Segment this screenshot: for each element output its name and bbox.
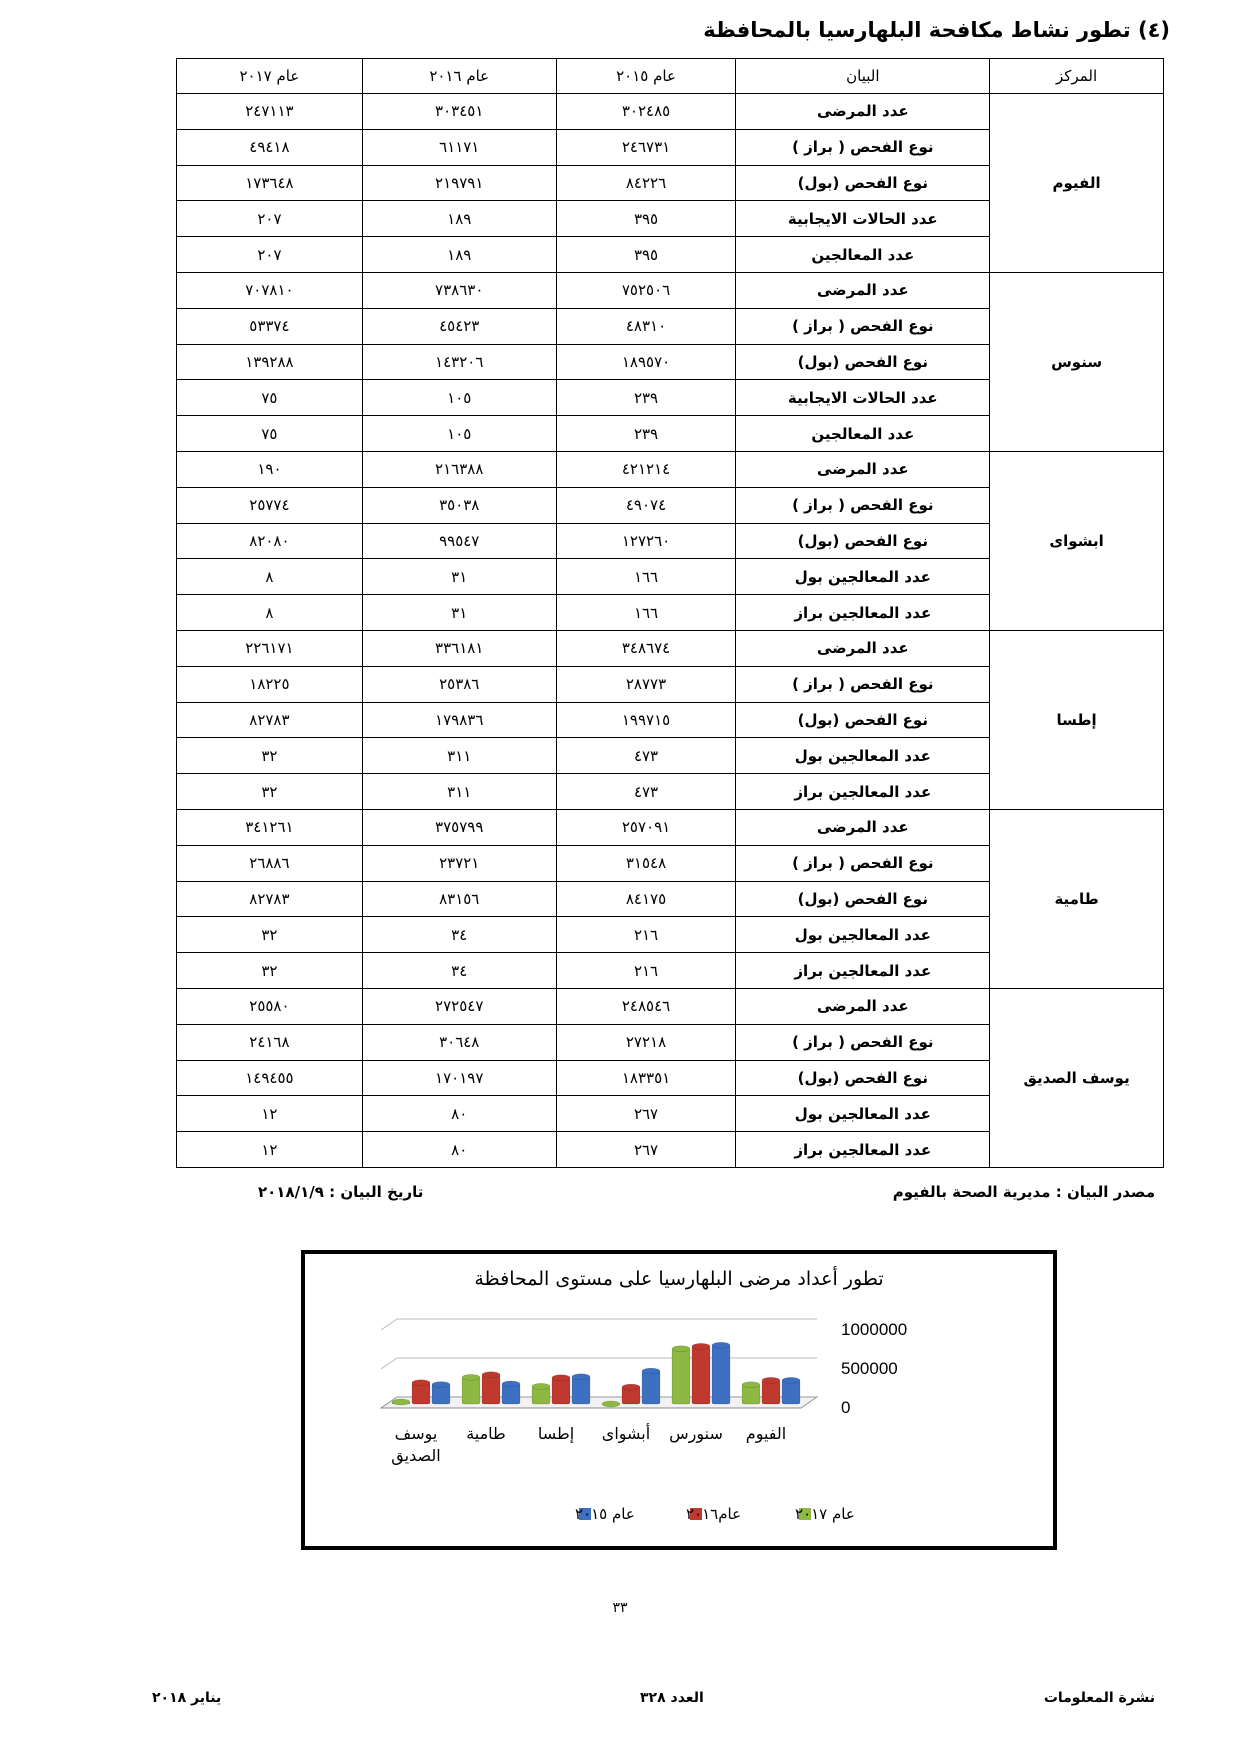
value-cell: ٣٤١٢٦١: [177, 809, 363, 845]
center-name-cell: يوسف الصديق: [990, 988, 1164, 1167]
row-label-cell: نوع الفحص ( براز ): [736, 129, 990, 165]
bar-top: [552, 1375, 570, 1381]
x-tick-label: سنورس: [669, 1424, 723, 1443]
value-cell: ٨٢٧٨٣: [177, 881, 363, 917]
footer-publication: نشرة المعلومات: [1043, 1690, 1155, 1706]
value-cell: ٣١: [362, 595, 556, 631]
bar: [672, 1349, 690, 1404]
legend-label: عام ٢٠١٧: [795, 1505, 855, 1523]
value-cell: ٧٣٨٦٣٠: [362, 272, 556, 308]
bar: [642, 1371, 660, 1404]
bar: [762, 1380, 780, 1404]
value-cell: ١٢٧٢٦٠: [556, 523, 736, 559]
data-source: مصدر البيان : مديرية الصحة بالفيوم: [892, 1183, 1155, 1201]
value-cell: ٢٤٨٥٤٦: [556, 988, 736, 1024]
value-cell: ٣٢: [177, 738, 363, 774]
legend-label: عام٢٠١٦: [686, 1505, 742, 1523]
bar: [782, 1380, 800, 1404]
row-label-cell: عدد المعالجين بول: [736, 1096, 990, 1132]
value-cell: ٢٤٦٧٣١: [556, 129, 736, 165]
value-cell: ٣٤٨٦٧٤: [556, 630, 736, 666]
bar-top: [392, 1399, 410, 1405]
bar-top: [782, 1377, 800, 1383]
header-2015: عام ٢٠١٥: [556, 59, 736, 94]
value-cell: ٢٨٧٧٣: [556, 666, 736, 702]
center-name-cell: إطسا: [990, 630, 1164, 809]
value-cell: ١٨٣٣٥١: [556, 1060, 736, 1096]
bar: [552, 1378, 570, 1404]
value-cell: ١٤٩٤٥٥: [177, 1060, 363, 1096]
footer-date: يناير ٢٠١٨: [152, 1690, 222, 1706]
value-cell: ١٦٦: [556, 559, 736, 595]
y-tick-label: 1000000: [841, 1320, 908, 1339]
bar: [692, 1346, 710, 1404]
value-cell: ٣١١: [362, 738, 556, 774]
value-cell: ٨٢٧٨٣: [177, 702, 363, 738]
center-name-cell: طامية: [990, 809, 1164, 988]
value-cell: ٢٤٧١١٣: [177, 94, 363, 130]
table-row: [177, 809, 1164, 845]
row-label-cell: عدد المعالجين براز: [736, 1132, 990, 1168]
value-cell: ٨٠: [362, 1096, 556, 1132]
x-tick-label: [391, 1424, 440, 1466]
y-tick-label: 500000: [841, 1359, 898, 1378]
value-cell: ٢٣٩: [556, 416, 736, 452]
value-cell: ١٠٥: [362, 416, 556, 452]
row-label-cell: عدد المعالجين براز: [736, 774, 990, 810]
bar: [712, 1345, 730, 1404]
bar-top: [572, 1374, 590, 1380]
bar-top: [532, 1383, 550, 1389]
bar-top: [692, 1343, 710, 1349]
chart-title: تطور أعداد مرضى البلهارسيا على مستوى المحافظة: [474, 1268, 884, 1290]
value-cell: ٧٥: [177, 380, 363, 416]
table-header-row: [177, 59, 1164, 94]
value-cell: ٣٤: [362, 917, 556, 953]
bar: [572, 1377, 590, 1404]
value-cell: ٤٩٤١٨: [177, 129, 363, 165]
x-tick-label: أبشواى: [601, 1424, 651, 1443]
row-label-cell: نوع الفحص (بول): [736, 344, 990, 380]
value-cell: ٣٣٦١٨١: [362, 630, 556, 666]
bar-top: [432, 1382, 450, 1388]
value-cell: ١٢: [177, 1096, 363, 1132]
row-label-cell: نوع الفحص (بول): [736, 165, 990, 201]
table-row: [177, 272, 1164, 308]
value-cell: ١٨٩٥٧٠: [556, 344, 736, 380]
row-label-cell: نوع الفحص ( براز ): [736, 308, 990, 344]
x-tick-label-line: الصديق: [391, 1446, 441, 1465]
row-label-cell: نوع الفحص ( براز ): [736, 1024, 990, 1060]
row-label-cell: عدد المعالجين براز: [736, 953, 990, 989]
bar-top: [482, 1372, 500, 1378]
value-cell: ٢٢٦١٧١: [177, 630, 363, 666]
value-cell: ٧٥٢٥٠٦: [556, 272, 736, 308]
row-label-cell: نوع الفحص ( براز ): [736, 487, 990, 523]
value-cell: ٣٠٦٤٨: [362, 1024, 556, 1060]
row-label-cell: عدد المعالجين بول: [736, 559, 990, 595]
row-label-cell: عدد المرضى: [736, 272, 990, 308]
row-label-cell: عدد المعالجين براز: [736, 595, 990, 631]
bar: [482, 1375, 500, 1404]
value-cell: ٢١٦: [556, 917, 736, 953]
value-cell: ٣٠٣٤٥١: [362, 94, 556, 130]
bar-top: [502, 1381, 520, 1387]
value-cell: ٢٧٢١٨: [556, 1024, 736, 1060]
bar-top: [412, 1380, 430, 1386]
bar-top: [462, 1374, 480, 1380]
value-cell: ٢٠٧: [177, 237, 363, 273]
y-tick-label: 0: [841, 1398, 851, 1417]
legend-label: عام ٢٠١٥: [575, 1505, 635, 1523]
row-label-cell: عدد المرضى: [736, 451, 990, 487]
table-row: [177, 94, 1164, 130]
value-cell: ٣٧٥٧٩٩: [362, 809, 556, 845]
row-label-cell: عدد الحالات الايجابية: [736, 380, 990, 416]
value-cell: ٢٥٣٨٦: [362, 666, 556, 702]
value-cell: ٩٩٥٤٧: [362, 523, 556, 559]
value-cell: ٢٥٧٠٩١: [556, 809, 736, 845]
page-title: (٤) تطور نشاط مكافحة البلهارسيا بالمحافظة: [703, 18, 1170, 42]
row-label-cell: عدد الحالات الايجابية: [736, 201, 990, 237]
row-label-cell: عدد المعالجين: [736, 416, 990, 452]
bar-top: [622, 1384, 640, 1390]
row-label-cell: عدد المرضى: [736, 988, 990, 1024]
header-item: البيان: [736, 59, 990, 94]
row-label-cell: نوع الفحص (بول): [736, 523, 990, 559]
chart-container: [301, 1250, 1057, 1550]
center-name-cell: سنوس: [990, 272, 1164, 451]
table-body: [177, 94, 1164, 1168]
value-cell: ٢١٦: [556, 953, 736, 989]
bar: [462, 1377, 480, 1404]
value-cell: ١٧٩٨٣٦: [362, 702, 556, 738]
data-table: [176, 58, 1164, 1168]
bar-top: [642, 1368, 660, 1374]
page-number: ٣٣: [612, 1600, 628, 1616]
center-name-cell: الفيوم: [990, 94, 1164, 273]
row-label-cell: نوع الفحص (بول): [736, 881, 990, 917]
value-cell: ١٨٩: [362, 201, 556, 237]
value-cell: ٢٣٧٢١: [362, 845, 556, 881]
bar-top: [742, 1382, 760, 1388]
value-cell: ٤٧٣: [556, 774, 736, 810]
value-cell: ٨٢٠٨٠: [177, 523, 363, 559]
bar-top: [672, 1346, 690, 1352]
value-cell: ٣٢: [177, 953, 363, 989]
table-row: [177, 988, 1164, 1024]
value-cell: ٢٦٧: [556, 1132, 736, 1168]
row-label-cell: نوع الفحص (بول): [736, 1060, 990, 1096]
value-cell: ٣٢: [177, 774, 363, 810]
value-cell: ٤٥٤٢٣: [362, 308, 556, 344]
table-row: [177, 630, 1164, 666]
value-cell: ١٧٣٦٤٨: [177, 165, 363, 201]
value-cell: ٨٤٢٢٦: [556, 165, 736, 201]
value-cell: ١٣٩٢٨٨: [177, 344, 363, 380]
value-cell: ٦١١٧١: [362, 129, 556, 165]
value-cell: ٤٩٠٧٤: [556, 487, 736, 523]
value-cell: ٢٠٧: [177, 201, 363, 237]
row-label-cell: نوع الفحص ( براز ): [736, 845, 990, 881]
row-label-cell: عدد المعالجين بول: [736, 738, 990, 774]
row-label-cell: نوع الفحص ( براز ): [736, 666, 990, 702]
bar-top: [762, 1377, 780, 1383]
value-cell: ٣٠٢٤٨٥: [556, 94, 736, 130]
value-cell: ٨٠: [362, 1132, 556, 1168]
value-cell: ٥٣٣٧٤: [177, 308, 363, 344]
value-cell: ٨٤١٧٥: [556, 881, 736, 917]
row-label-cell: عدد المعالجين: [736, 237, 990, 273]
header-2017: عام ٢٠١٧: [177, 59, 363, 94]
value-cell: ٨: [177, 595, 363, 631]
value-cell: ٣٥٠٣٨: [362, 487, 556, 523]
value-cell: ٣٩٥: [556, 201, 736, 237]
value-cell: ٨٣١٥٦: [362, 881, 556, 917]
header-2016: عام ٢٠١٦: [362, 59, 556, 94]
bar-top: [712, 1342, 730, 1348]
value-cell: ١٠٥: [362, 380, 556, 416]
bar-top: [602, 1401, 620, 1407]
x-tick-label-line: يوسف: [394, 1424, 438, 1443]
value-cell: ٤٧٣: [556, 738, 736, 774]
value-cell: ١٤٣٢٠٦: [362, 344, 556, 380]
row-label-cell: عدد المعالجين بول: [736, 917, 990, 953]
value-cell: ٤٢١٢١٤: [556, 451, 736, 487]
value-cell: ١٧٠١٩٧: [362, 1060, 556, 1096]
value-cell: ١٢: [177, 1132, 363, 1168]
value-cell: ٣١٥٤٨: [556, 845, 736, 881]
gridline-side: [381, 1358, 397, 1369]
gridline-side: [381, 1319, 397, 1330]
value-cell: ٨: [177, 559, 363, 595]
bar-chart: [305, 1254, 1053, 1546]
value-cell: ٢١٦٣٨٨: [362, 451, 556, 487]
row-label-cell: عدد المرضى: [736, 94, 990, 130]
value-cell: ١٩٠: [177, 451, 363, 487]
value-cell: ١٨٩: [362, 237, 556, 273]
value-cell: ٣٤: [362, 953, 556, 989]
value-cell: ١٨٢٢٥: [177, 666, 363, 702]
value-cell: ٢٧٢٥٤٧: [362, 988, 556, 1024]
value-cell: ٣٩٥: [556, 237, 736, 273]
header-center: المركز: [990, 59, 1164, 94]
row-label-cell: عدد المرضى: [736, 809, 990, 845]
value-cell: ٢٦٨٨٦: [177, 845, 363, 881]
value-cell: ٢٣٩: [556, 380, 736, 416]
value-cell: ٢٦٧: [556, 1096, 736, 1132]
value-cell: ٣٢: [177, 917, 363, 953]
value-cell: ٢٤١٦٨: [177, 1024, 363, 1060]
row-label-cell: نوع الفحص (بول): [736, 702, 990, 738]
value-cell: ٧٠٧٨١٠: [177, 272, 363, 308]
value-cell: ٢٥٥٨٠: [177, 988, 363, 1024]
center-name-cell: ابشواى: [990, 451, 1164, 630]
row-label-cell: عدد المرضى: [736, 630, 990, 666]
value-cell: ٣١١: [362, 774, 556, 810]
value-cell: ٢٥٧٧٤: [177, 487, 363, 523]
x-tick-label: إطسا: [537, 1424, 575, 1443]
x-tick-label: طامية: [466, 1424, 506, 1443]
x-tick-label: الفيوم: [745, 1424, 787, 1443]
value-cell: ٢١٩٧٩١: [362, 165, 556, 201]
data-date: تاريخ البيان : ٢٠١٨/١/٩: [258, 1183, 424, 1201]
value-cell: ١٦٦: [556, 595, 736, 631]
footer-issue: العدد ٣٢٨: [640, 1690, 704, 1706]
table-row: [177, 451, 1164, 487]
value-cell: ٣١: [362, 559, 556, 595]
value-cell: ٤٨٣١٠: [556, 308, 736, 344]
value-cell: ٧٥: [177, 416, 363, 452]
value-cell: ١٩٩٧١٥: [556, 702, 736, 738]
